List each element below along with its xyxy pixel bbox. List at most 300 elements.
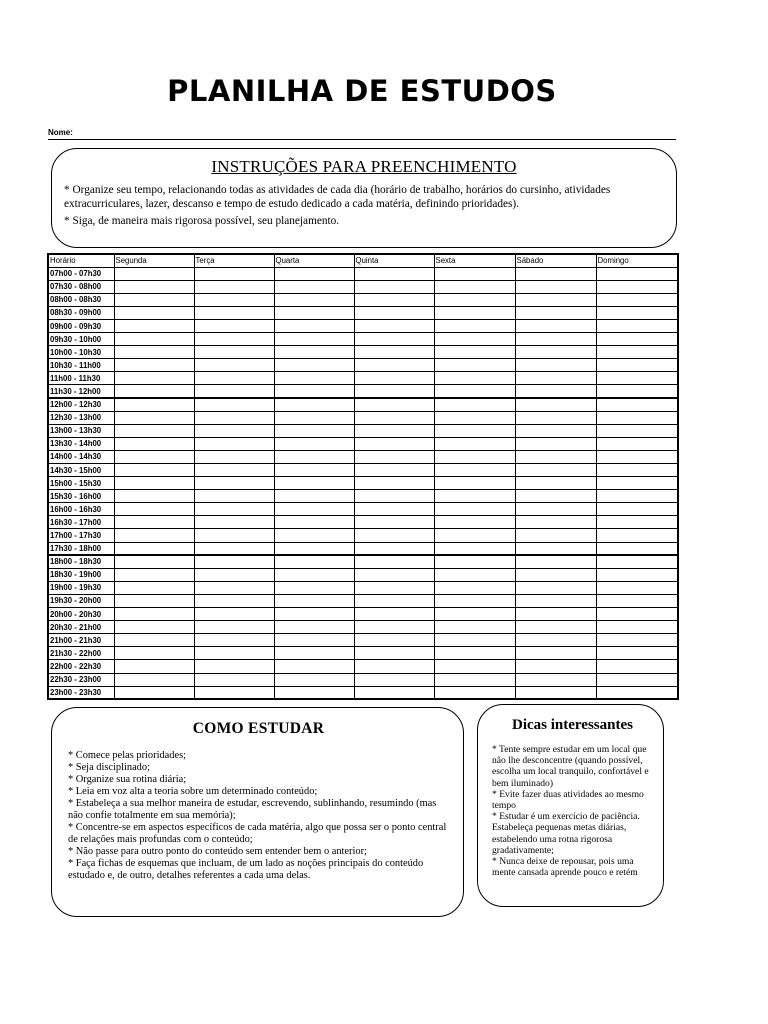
schedule-cell[interactable] xyxy=(114,359,194,372)
dicas-heading: Dicas interessantes xyxy=(512,717,633,733)
schedule-cell[interactable] xyxy=(515,634,596,647)
schedule-cell[interactable] xyxy=(434,594,515,607)
column-header: Segunda xyxy=(114,254,194,267)
time-slot: 23h00 - 23h30 xyxy=(48,686,114,699)
schedule-cell[interactable] xyxy=(596,647,678,660)
list-item: * Evite fazer duas atividades ao mesmo tempo xyxy=(492,788,644,812)
schedule-cell[interactable] xyxy=(114,581,194,594)
schedule-cell[interactable] xyxy=(596,293,678,306)
schedule-cell[interactable] xyxy=(515,568,596,581)
column-header: Sexta xyxy=(434,254,515,267)
schedule-cell[interactable] xyxy=(194,568,274,581)
schedule-cell[interactable] xyxy=(194,319,274,332)
schedule-cell[interactable] xyxy=(434,686,515,699)
schedule-cell[interactable] xyxy=(114,660,194,673)
schedule-cell[interactable] xyxy=(274,450,354,463)
schedule-cell[interactable] xyxy=(194,306,274,319)
schedule-cell[interactable] xyxy=(515,398,596,411)
schedule-cell[interactable] xyxy=(274,398,354,411)
schedule-cell[interactable] xyxy=(114,280,194,293)
schedule-cell[interactable] xyxy=(596,450,678,463)
schedule-cell[interactable] xyxy=(515,477,596,490)
schedule-cell[interactable] xyxy=(596,516,678,529)
schedule-cell[interactable] xyxy=(596,464,678,477)
schedule-cell[interactable] xyxy=(515,555,596,568)
time-slot: 13h30 - 14h00 xyxy=(48,437,114,450)
schedule-row xyxy=(48,424,678,437)
schedule-cell[interactable] xyxy=(596,608,678,621)
schedule-cell[interactable] xyxy=(274,267,354,280)
schedule-cell[interactable] xyxy=(114,333,194,346)
schedule-cell[interactable] xyxy=(114,555,194,568)
schedule-cell[interactable] xyxy=(274,306,354,319)
time-slot: 13h00 - 13h30 xyxy=(48,424,114,437)
schedule-cell[interactable] xyxy=(114,542,194,555)
schedule-cell[interactable] xyxy=(434,660,515,673)
schedule-cell[interactable] xyxy=(194,372,274,385)
schedule-cell[interactable] xyxy=(515,621,596,634)
schedule-cell[interactable] xyxy=(434,319,515,332)
schedule-row xyxy=(48,319,678,332)
schedule-cell[interactable] xyxy=(434,267,515,280)
schedule-cell[interactable] xyxy=(274,437,354,450)
schedule-cell[interactable] xyxy=(354,542,434,555)
schedule-cell[interactable] xyxy=(274,503,354,516)
schedule-cell[interactable] xyxy=(354,280,434,293)
schedule-cell[interactable] xyxy=(354,621,434,634)
name-field[interactable] xyxy=(48,128,676,140)
time-slot: 15h00 - 15h30 xyxy=(48,477,114,490)
schedule-cell[interactable] xyxy=(434,437,515,450)
schedule-cell[interactable] xyxy=(194,581,274,594)
schedule-cell[interactable] xyxy=(515,346,596,359)
como-estudar-heading: COMO ESTUDAR xyxy=(192,720,325,737)
schedule-row xyxy=(48,306,678,319)
schedule-row xyxy=(48,372,678,385)
schedule-cell[interactable] xyxy=(434,385,515,398)
column-header: Horário xyxy=(48,254,114,267)
schedule-cell[interactable] xyxy=(274,660,354,673)
schedule-cell[interactable] xyxy=(354,529,434,542)
schedule-cell[interactable] xyxy=(194,333,274,346)
schedule-cell[interactable] xyxy=(354,267,434,280)
schedule-cell[interactable] xyxy=(194,529,274,542)
schedule-cell[interactable] xyxy=(354,686,434,699)
time-slot: 17h00 - 17h30 xyxy=(48,529,114,542)
schedule-cell[interactable] xyxy=(114,568,194,581)
schedule-cell[interactable] xyxy=(194,503,274,516)
schedule-cell[interactable] xyxy=(114,490,194,503)
schedule-row xyxy=(48,529,678,542)
schedule-cell[interactable] xyxy=(515,581,596,594)
schedule-cell[interactable] xyxy=(274,385,354,398)
schedule-cell[interactable] xyxy=(354,359,434,372)
time-slot: 20h00 - 20h30 xyxy=(48,608,114,621)
schedule-cell[interactable] xyxy=(515,267,596,280)
schedule-cell[interactable] xyxy=(354,450,434,463)
schedule-cell[interactable] xyxy=(274,581,354,594)
schedule-cell[interactable] xyxy=(274,477,354,490)
schedule-cell[interactable] xyxy=(434,293,515,306)
time-slot: 19h00 - 19h30 xyxy=(48,581,114,594)
schedule-cell[interactable] xyxy=(114,673,194,686)
schedule-cell[interactable] xyxy=(114,594,194,607)
schedule-cell[interactable] xyxy=(274,359,354,372)
schedule-cell[interactable] xyxy=(515,450,596,463)
schedule-cell[interactable] xyxy=(274,372,354,385)
schedule-cell[interactable] xyxy=(274,686,354,699)
schedule-cell[interactable] xyxy=(515,293,596,306)
schedule-cell[interactable] xyxy=(114,450,194,463)
schedule-cell[interactable] xyxy=(114,516,194,529)
schedule-cell[interactable] xyxy=(194,398,274,411)
schedule-cell[interactable] xyxy=(194,634,274,647)
schedule-cell[interactable] xyxy=(114,686,194,699)
time-slot: 16h00 - 16h30 xyxy=(48,503,114,516)
schedule-cell[interactable] xyxy=(114,346,194,359)
schedule-cell[interactable] xyxy=(354,398,434,411)
schedule-row xyxy=(48,634,678,647)
schedule-cell[interactable] xyxy=(515,319,596,332)
time-slot: 07h30 - 08h00 xyxy=(48,280,114,293)
schedule-row xyxy=(48,293,678,306)
schedule-cell[interactable] xyxy=(114,319,194,332)
schedule-cell[interactable] xyxy=(114,647,194,660)
schedule-cell[interactable] xyxy=(515,372,596,385)
schedule-cell[interactable] xyxy=(434,464,515,477)
schedule-row xyxy=(48,660,678,673)
schedule-cell[interactable] xyxy=(434,372,515,385)
schedule-cell[interactable] xyxy=(596,437,678,450)
schedule-cell[interactable] xyxy=(114,385,194,398)
schedule-cell[interactable] xyxy=(434,568,515,581)
schedule-cell[interactable] xyxy=(354,634,434,647)
schedule-cell[interactable] xyxy=(114,372,194,385)
schedule-table xyxy=(47,253,679,700)
dicas-box xyxy=(477,704,664,907)
schedule-cell[interactable] xyxy=(434,477,515,490)
schedule-cell[interactable] xyxy=(354,660,434,673)
schedule-cell[interactable] xyxy=(194,411,274,424)
column-header: Terça xyxy=(194,254,274,267)
schedule-cell[interactable] xyxy=(515,437,596,450)
schedule-cell[interactable] xyxy=(596,411,678,424)
schedule-row xyxy=(48,477,678,490)
schedule-cell[interactable] xyxy=(274,673,354,686)
instruction-item: * Siga, de maneira mais rigorosa possível, seu planejamento. xyxy=(64,215,340,227)
schedule-cell[interactable] xyxy=(434,398,515,411)
schedule-cell[interactable] xyxy=(114,293,194,306)
schedule-cell[interactable] xyxy=(274,411,354,424)
schedule-cell[interactable] xyxy=(194,450,274,463)
schedule-cell[interactable] xyxy=(515,333,596,346)
instructions-box xyxy=(51,148,677,248)
schedule-cell[interactable] xyxy=(194,464,274,477)
schedule-cell[interactable] xyxy=(194,437,274,450)
schedule-cell[interactable] xyxy=(354,673,434,686)
schedule-row xyxy=(48,437,678,450)
schedule-row xyxy=(48,542,678,555)
time-slot: 18h30 - 19h00 xyxy=(48,568,114,581)
schedule-cell[interactable] xyxy=(434,411,515,424)
schedule-cell[interactable] xyxy=(194,555,274,568)
schedule-cell[interactable] xyxy=(434,555,515,568)
schedule-cell[interactable] xyxy=(114,267,194,280)
schedule-cell[interactable] xyxy=(194,267,274,280)
schedule-cell[interactable] xyxy=(194,516,274,529)
schedule-cell[interactable] xyxy=(596,477,678,490)
schedule-cell[interactable] xyxy=(596,581,678,594)
schedule-cell[interactable] xyxy=(354,306,434,319)
como-estudar-list xyxy=(68,750,449,882)
schedule-cell[interactable] xyxy=(354,464,434,477)
schedule-cell[interactable] xyxy=(354,581,434,594)
schedule-cell[interactable] xyxy=(354,411,434,424)
schedule-cell[interactable] xyxy=(194,594,274,607)
schedule-cell[interactable] xyxy=(515,608,596,621)
schedule-cell[interactable] xyxy=(194,621,274,634)
schedule-cell[interactable] xyxy=(194,346,274,359)
schedule-cell[interactable] xyxy=(434,529,515,542)
schedule-cell[interactable] xyxy=(354,333,434,346)
schedule-cell[interactable] xyxy=(596,359,678,372)
list-item: * Estudar é um exercício de paciência. Estabeleça pequenas metas diárias, estabelendo uma rotna rigorosa gradativamente; xyxy=(492,811,640,856)
schedule-cell[interactable] xyxy=(515,464,596,477)
schedule-cell[interactable] xyxy=(434,490,515,503)
schedule-cell[interactable] xyxy=(434,503,515,516)
schedule-cell[interactable] xyxy=(515,673,596,686)
schedule-cell[interactable] xyxy=(354,608,434,621)
schedule-cell[interactable] xyxy=(194,673,274,686)
schedule-cell[interactable] xyxy=(515,660,596,673)
schedule-cell[interactable] xyxy=(434,306,515,319)
schedule-cell[interactable] xyxy=(596,503,678,516)
time-slot: 19h30 - 20h00 xyxy=(48,594,114,607)
schedule-cell[interactable] xyxy=(434,647,515,660)
schedule-cell[interactable] xyxy=(434,424,515,437)
page-title: PLANILHA DE ESTUDOS xyxy=(167,74,557,108)
column-header: Quarta xyxy=(274,254,354,267)
schedule-cell[interactable] xyxy=(274,464,354,477)
schedule-cell[interactable] xyxy=(354,319,434,332)
schedule-cell[interactable] xyxy=(274,608,354,621)
schedule-cell[interactable] xyxy=(194,490,274,503)
schedule-cell[interactable] xyxy=(194,293,274,306)
schedule-cell[interactable] xyxy=(274,529,354,542)
time-slot: 22h30 - 23h00 xyxy=(48,673,114,686)
schedule-cell[interactable] xyxy=(515,411,596,424)
time-slot: 15h30 - 16h00 xyxy=(48,490,114,503)
como-estudar-box xyxy=(51,707,464,917)
schedule-cell[interactable] xyxy=(114,464,194,477)
schedule-cell[interactable] xyxy=(596,594,678,607)
schedule-cell[interactable] xyxy=(434,516,515,529)
schedule-cell[interactable] xyxy=(274,293,354,306)
schedule-cell[interactable] xyxy=(194,608,274,621)
schedule-cell[interactable] xyxy=(515,490,596,503)
schedule-cell[interactable] xyxy=(114,621,194,634)
schedule-row xyxy=(48,503,678,516)
schedule-cell[interactable] xyxy=(274,647,354,660)
list-item: * Concentre-se em aspectos específicos de cada matéria, algo que possa ser o ponto central de relações mais profundas com o conteúdo; xyxy=(68,822,447,845)
schedule-cell[interactable] xyxy=(274,542,354,555)
list-item: * Faça fichas de esquemas que incluam, de um lado as noções principais do conteúdo estudado e, de outro, detalhes referentes a cada uma delas. xyxy=(68,858,424,881)
schedule-cell[interactable] xyxy=(274,594,354,607)
schedule-cell[interactable] xyxy=(274,516,354,529)
schedule-cell[interactable] xyxy=(274,490,354,503)
schedule-cell[interactable] xyxy=(434,280,515,293)
list-item: * Não passe para outro ponto do conteúdo sem entender bem o anterior; xyxy=(68,846,367,857)
schedule-cell[interactable] xyxy=(434,450,515,463)
schedule-row xyxy=(48,608,678,621)
schedule-cell[interactable] xyxy=(354,293,434,306)
schedule-cell[interactable] xyxy=(194,280,274,293)
schedule-cell[interactable] xyxy=(354,437,434,450)
schedule-cell[interactable] xyxy=(596,686,678,699)
schedule-cell[interactable] xyxy=(434,333,515,346)
schedule-cell[interactable] xyxy=(596,306,678,319)
column-header: Quinta xyxy=(354,254,434,267)
schedule-cell[interactable] xyxy=(515,686,596,699)
time-slot: 09h30 - 10h00 xyxy=(48,333,114,346)
schedule-cell[interactable] xyxy=(194,477,274,490)
schedule-cell[interactable] xyxy=(596,280,678,293)
schedule-row xyxy=(48,385,678,398)
schedule-cell[interactable] xyxy=(114,437,194,450)
schedule-cell[interactable] xyxy=(194,542,274,555)
schedule-row xyxy=(48,647,678,660)
time-slot: 18h00 - 18h30 xyxy=(48,555,114,568)
schedule-cell[interactable] xyxy=(354,346,434,359)
schedule-cell[interactable] xyxy=(515,594,596,607)
schedule-cell[interactable] xyxy=(515,306,596,319)
schedule-cell[interactable] xyxy=(194,359,274,372)
schedule-cell[interactable] xyxy=(434,359,515,372)
schedule-row xyxy=(48,581,678,594)
schedule-row xyxy=(48,568,678,581)
schedule-cell[interactable] xyxy=(274,319,354,332)
schedule-cell[interactable] xyxy=(194,647,274,660)
schedule-cell[interactable] xyxy=(434,346,515,359)
time-slot: 21h00 - 21h30 xyxy=(48,634,114,647)
schedule-cell[interactable] xyxy=(515,542,596,555)
schedule-cell[interactable] xyxy=(354,490,434,503)
schedule-cell[interactable] xyxy=(515,385,596,398)
schedule-cell[interactable] xyxy=(596,621,678,634)
schedule-cell[interactable] xyxy=(354,372,434,385)
schedule-cell[interactable] xyxy=(596,568,678,581)
schedule-cell[interactable] xyxy=(274,346,354,359)
schedule-row xyxy=(48,280,678,293)
schedule-row xyxy=(48,398,678,411)
schedule-cell[interactable] xyxy=(434,634,515,647)
schedule-cell[interactable] xyxy=(194,686,274,699)
schedule-cell[interactable] xyxy=(354,568,434,581)
schedule-cell[interactable] xyxy=(515,280,596,293)
schedule-cell[interactable] xyxy=(515,424,596,437)
schedule-cell[interactable] xyxy=(596,542,678,555)
schedule-cell[interactable] xyxy=(515,647,596,660)
schedule-cell[interactable] xyxy=(114,411,194,424)
schedule-row xyxy=(48,686,678,699)
schedule-cell[interactable] xyxy=(274,424,354,437)
list-item: * Seja disciplinado; xyxy=(68,762,150,773)
schedule-cell[interactable] xyxy=(434,621,515,634)
schedule-cell[interactable] xyxy=(434,608,515,621)
schedule-cell[interactable] xyxy=(596,424,678,437)
schedule-row xyxy=(48,621,678,634)
schedule-cell[interactable] xyxy=(114,634,194,647)
schedule-cell[interactable] xyxy=(354,594,434,607)
schedule-cell[interactable] xyxy=(354,385,434,398)
schedule-cell[interactable] xyxy=(354,503,434,516)
list-item: * Tente sempre estudar em um local que não lhe desconcentre (quando possível, escolha um local tranquilo, confortável e bem iluminado) xyxy=(492,744,649,789)
schedule-cell[interactable] xyxy=(596,634,678,647)
schedule-cell[interactable] xyxy=(434,542,515,555)
schedule-cell[interactable] xyxy=(274,280,354,293)
schedule-cell[interactable] xyxy=(114,477,194,490)
schedule-cell[interactable] xyxy=(596,319,678,332)
schedule-cell[interactable] xyxy=(515,529,596,542)
schedule-cell[interactable] xyxy=(596,660,678,673)
schedule-row xyxy=(48,450,678,463)
schedule-cell[interactable] xyxy=(114,503,194,516)
schedule-cell[interactable] xyxy=(596,333,678,346)
schedule-cell[interactable] xyxy=(596,398,678,411)
schedule-cell[interactable] xyxy=(194,424,274,437)
schedule-cell[interactable] xyxy=(596,490,678,503)
time-slot: 12h00 - 12h30 xyxy=(48,398,114,411)
time-slot: 16h30 - 17h00 xyxy=(48,516,114,529)
schedule-cell[interactable] xyxy=(274,333,354,346)
schedule-cell[interactable] xyxy=(354,516,434,529)
schedule-cell[interactable] xyxy=(354,555,434,568)
time-slot: 07h00 - 07h30 xyxy=(48,267,114,280)
schedule-cell[interactable] xyxy=(274,621,354,634)
schedule-row xyxy=(48,411,678,424)
schedule-cell[interactable] xyxy=(114,306,194,319)
schedule-cell[interactable] xyxy=(274,634,354,647)
schedule-cell[interactable] xyxy=(515,359,596,372)
schedule-cell[interactable] xyxy=(596,267,678,280)
schedule-cell[interactable] xyxy=(434,581,515,594)
schedule-row xyxy=(48,594,678,607)
schedule-cell[interactable] xyxy=(194,660,274,673)
schedule-cell[interactable] xyxy=(434,673,515,686)
schedule-cell[interactable] xyxy=(515,503,596,516)
schedule-cell[interactable] xyxy=(354,477,434,490)
schedule-cell[interactable] xyxy=(596,346,678,359)
schedule-cell[interactable] xyxy=(114,608,194,621)
schedule-cell[interactable] xyxy=(114,398,194,411)
schedule-cell[interactable] xyxy=(596,673,678,686)
schedule-cell[interactable] xyxy=(354,647,434,660)
list-item: * Comece pelas prioridades; xyxy=(68,750,187,761)
time-slot: 22h00 - 22h30 xyxy=(48,660,114,673)
schedule-cell[interactable] xyxy=(596,555,678,568)
schedule-cell[interactable] xyxy=(596,385,678,398)
schedule-cell[interactable] xyxy=(274,555,354,568)
schedule-cell[interactable] xyxy=(194,385,274,398)
schedule-cell[interactable] xyxy=(274,568,354,581)
time-slot: 17h30 - 18h00 xyxy=(48,542,114,555)
schedule-cell[interactable] xyxy=(596,529,678,542)
schedule-cell[interactable] xyxy=(515,516,596,529)
schedule-cell[interactable] xyxy=(354,424,434,437)
schedule-cell[interactable] xyxy=(114,529,194,542)
schedule-cell[interactable] xyxy=(114,424,194,437)
schedule-cell[interactable] xyxy=(596,372,678,385)
